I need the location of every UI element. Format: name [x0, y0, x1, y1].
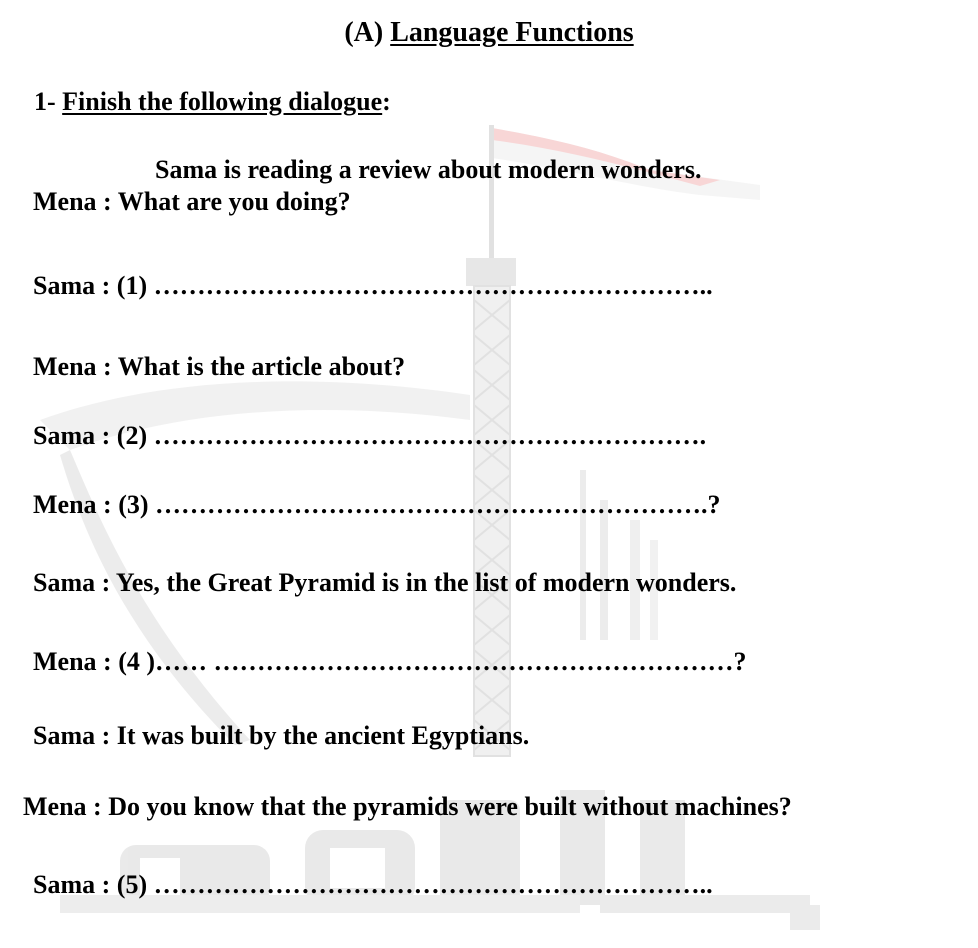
utterance: What is the article about?	[117, 352, 406, 381]
speaker: Mena	[33, 490, 97, 519]
answer-blank-1: (1) ………………………………………………………..	[116, 271, 713, 300]
dialogue-line-7: Mena : (4 )…… ……………………………………………………?	[33, 647, 747, 676]
speaker: Mena	[33, 352, 97, 381]
dialogue-line-8: Sama : It was built by the ancient Egyptians.	[33, 721, 530, 750]
speaker: Mena	[33, 187, 97, 216]
speaker: Sama	[33, 721, 96, 750]
answer-blank-2: (2) ……………………………………………………….	[116, 421, 707, 450]
answer-blank-5: (5) ………………………………………………………..	[116, 870, 713, 899]
dialogue-line-9: Mena : Do you know that the pyramids were built without machines?	[23, 792, 792, 821]
question-instruction: Finish the following dialogue	[62, 87, 383, 116]
answer-blank-4: (4 )…… ……………………………………………………?	[118, 647, 747, 676]
speaker: Mena	[23, 792, 87, 821]
dialogue-line-10: Sama : (5) ………………………………………………………..	[33, 870, 713, 899]
dialogue-line-1: Mena : What are you doing?	[33, 187, 351, 216]
question-colon: :	[382, 87, 391, 116]
question-number: 1-	[34, 87, 56, 116]
scenario-text: Sama is reading a review about modern wonders.	[155, 155, 702, 184]
dialogue-line-5: Mena : (3) ……………………………………………………….?	[33, 490, 721, 519]
dialogue-line-6: Sama : Yes, the Great Pyramid is in the list of modern wonders.	[33, 568, 737, 597]
utterance: Yes, the Great Pyramid is in the list of modern wonders.	[115, 568, 737, 597]
section-title-text: Language Functions	[390, 17, 634, 48]
answer-blank-3: (3) ……………………………………………………….?	[118, 490, 721, 519]
speaker: Sama	[33, 568, 96, 597]
speaker: Sama	[33, 421, 96, 450]
section-title	[0, 18, 978, 48]
speaker: Mena	[33, 647, 97, 676]
utterance: Do you know that the pyramids were built without machines?	[108, 792, 792, 821]
speaker: Sama	[33, 271, 96, 300]
question-heading	[34, 87, 391, 117]
dialogue-line-2: Sama : (1) ………………………………………………………..	[33, 271, 713, 300]
dialogue-line-4: Sama : (2) ……………………………………………………….	[33, 421, 707, 450]
section-prefix: (A)	[344, 17, 384, 48]
dialogue-line-3: Mena : What is the article about?	[33, 352, 406, 381]
speaker: Sama	[33, 870, 96, 899]
utterance: What are you doing?	[117, 187, 351, 216]
utterance: It was built by the ancient Egyptians.	[116, 721, 530, 750]
